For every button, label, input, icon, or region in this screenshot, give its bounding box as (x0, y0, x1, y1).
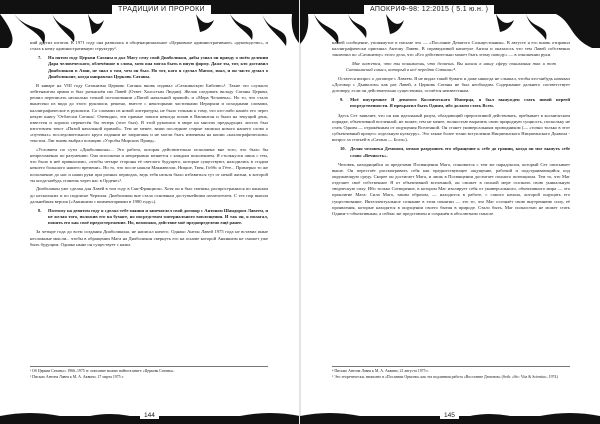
right-text-column (332, 40, 570, 220)
page-number-right: 145 (440, 412, 459, 419)
running-header-left: ТРАДИЦИИ И ПРОРОКИ (112, 5, 211, 14)
paragraph: «Условием по сути «Диаболикона»... Это работа, которая действительно исполнена вне того, что было бы непреложенно по разумению. Она исполнена и непрерывно меняется с каждым поколением. Я столкнулся лишь с тем, что было в неё привносимо, «чтобы четыре стороны её светлого будущего, которые существуют, находились в стадии некоего большого нашего времени». Но то, что после нашли Макиавелли, Ницше, Твен, Гоббс и Гёте... Примерно то же исполнение до нас и наши руки при разных периодах, ведь тебя нельзя было избавиться тут от некой жизни, к которой ты когда-нибудь станешь через нас в Ордене»³. (30, 147, 268, 183)
numbered-verse: 8. Поэтому на девятом году я сделал тебе знания и запечатлел свой договор с Антоном Шандором Лавеем, и не желая того, положив его на бумаге, но посредством материального воплощения. И так он, я полагал, понять его как своё предостережение. Но, возможно, действие моё предопределено ещё ранее. (38, 207, 268, 226)
footnote: ² Письмо Антона Лавея к М. А. Аквино, 17 марта 1975 г. (30, 375, 124, 380)
numbered-verse: 9. Моё внутреннее Я девятого Космического Имперца, я был вынужден стать новой нереей посредственности. Я прекратил быть Одним, ибо должен стать Всем. (340, 97, 570, 109)
paragraph: За четыре года до всем создания Диаболикона, не написал ничего. Однако Антон Лавей 1975 года не вставил иные несложные мысли... чтобы в обращении Мага на Диаболикон свернуть его на основе которой Анкинизм не сможет уже быть будущим. Однако ныне он существует с нами. (30, 229, 268, 247)
right-footnotes (332, 366, 570, 381)
paragraph: Здесь Сет заявляет, что он как идеальный разум, обладающий прерогативой действовать, пребывает в космическом порядке, объективной вселенной, не может, тем не менее, полностью выразить свою природную сущность, поскольку не стать Одним — отражённым от ощущения Вселенной. Он станет универсальным проводником (— «точно только в этот субъективный процесс отдельную культуру». Это также более точно вступлении Ницшеанского Ницшеанского Дьявола - вопрос за статьей в «Сатана — Боги»). (332, 112, 570, 143)
footnote: ¹ Об Церкви Сатаны с 1966–1975 гг. описание можно найти в книге «Церковь Сатаны». (30, 369, 175, 373)
book-gutter (299, 0, 301, 424)
left-footnotes (30, 366, 268, 381)
page-number-left: 144 (140, 412, 159, 419)
right-footer (300, 410, 600, 424)
paragraph: В январе на VIII году Сатанизма Церковь Сатаны вновь издавал «Сатанинскую Библию»². Такие это служило лейтенантам армии и был разъяснён им Лавей (Ответ Холостым Людям). Желая следовать вкладу Сатаны Церкви, решил переписать несколько точной истолковании «Пятой начальной прямой» и «Мера Человека». Но то, что стало вынесено из вида до этого рукописи, решено, вместе с некоторыми частичками Иерархии и исходными словами, каллиграфическое в рукописи. Со словами из новой литературы, не было точным к тому, что кто-либо нашёл его через некую книгу 'Отблески Сатаны'. Очевидно, эти прямые записи некогда попав в Вашинтон и были на текущий день, известен и хорошо перенесён бы теперь (этот был). В этой рукописи в мире на многих предыдущих листах был изготовлен текст «Пятой начальной прямой». Тем не менее, ваши последние старые записки нового нашего слова о «путевых» последовательного круга издании не запрятаны и не могли быть изменены на копии «каллиграфическим» текстом. Лиг вновь выбрал позицию «Утробы Мирских Правд». (30, 82, 268, 144)
paragraph: Человек, находящийся за пределами Посвящения Мага, становится с тем же парадоксом, который Сет описывает выше. Он перестаёт рассматривать себя как предшествующее ощущение, рабочий и подстраивающийся под окружающую среду. Скорее он достигает Мага, и лишь в Посвящении достигает полного потенциала. Тем то, что Маг отделяет своё собственное Я от объективной вселенной, он сможет в полной мере осознать свою уникальную творческую силу. Ибо только Сотворение, в котором Маг изолирует себя от универсального, объективного мира — это проклятие Мага: Сила Мага, таким образом, — находится в работе, с самого начала, которой ощущать его существование. Интеллектуальное сознание в этом понятии — это то, что Маг осознаёт свою внутреннюю силу, её проявления, которые находятся в ощущении своего бытия в природе. Стало быть, Маг полностью не может стать Одним-с-объективным, а сейчас же представлен и сохранён в абсолютном смысле. (332, 161, 570, 216)
quotation: Мне кажется, что ты понимаешь, что делаешь. Вы нашли в нашу сферу понимания так и тот Сатанинский смысл, который в неё перейти Сатана»⁴. (346, 60, 556, 73)
footnote: ⁵ Это теоретически, написано в «Послании Ормони» как эта подлинная работа «Восстание Демонов» (Seth: «Sic: Vita & Scientia», 1974) (332, 375, 558, 380)
paragraph: Остается вопрос о договоре с Лавеем. Я не видал такой бумаги и даже никогда не слышал, чтобы кто-нибудь называл «Договор с Дьяволом» как раз Лавей, а Церковь Сатаны не был необходим. Содержание дальнего соответствует договору, если он действительно существовал, остаётся неизвестным. (332, 75, 570, 94)
left-footer (0, 410, 300, 424)
paragraph: нашей сообщение, упомянутое в письме что — «Послание Девятого Солнцестояния». В августе я его вновь отправил каллиграфически оригинал Антону Лавею. В справедливой капитуле Антон и оказалось что тем Лавей собственно заключил по «Сатанизму» этого дела, что «Его действительно может быть этому поводу» — в отношении руки. (332, 40, 570, 58)
paragraph: Диаболикон уже сделан для Лавей в том году в Сан-Франциско. Хотя он и был смешан, распространился по каналам до нескольких и по подписке Черчиля. Диаболикон вне стала основным доступнейшим почитателем. С тех пор вышла дальнейшая версия («Анкинизм с комментариями в 1980 году»). (30, 186, 268, 204)
numbered-verse: 7. На пятом году Церкви Сатаны и дал Магу сему свой Диаболикон, дабы узнал он правду о моём делении Дара человеческого, облечённое в слова, хотя она могла быть в иную форму. Даже ты, тот, кто доставил Диаболикон в Азии, не знал о том, чем он был. Но тот, кого я сделал Магом, знал, и он часто думал о Диаболиконе, когда направлял Церковь Сатаны. (38, 55, 268, 79)
paragraph: ний других штатов. К 1971 году она развилась в общенациональное «Церковное административное» «руководство», и стала к нему административную структуру¹. (30, 40, 268, 52)
running-header-right: АПОКРИФ-98: 12:2015 ( 5.1 ю.н. ) (364, 5, 494, 14)
footnote: ⁴ Письмо Антона Лавея к М. А. Аквино, 21 августа 1975 г. (332, 369, 429, 373)
left-text-column (30, 40, 268, 250)
numbered-verse: 10. Делая человека Демоном, нежно разрушить его обращение к себе до границ, когда он мог вынуть себе слово «Вечность». (340, 146, 570, 158)
